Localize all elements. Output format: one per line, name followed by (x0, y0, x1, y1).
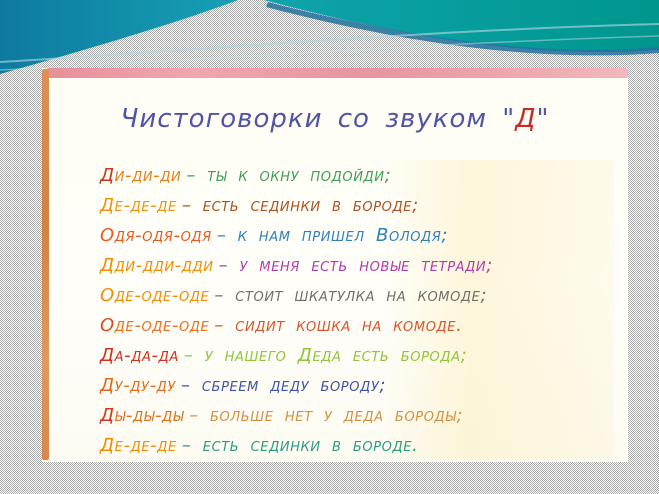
line-prefix: ы-ды-ды (114, 404, 185, 426)
line-body: – стоит шкатулка на комоде; (214, 284, 488, 306)
line-prefix: дя-одя-одя (114, 224, 212, 246)
tongue-twister-line-8 (100, 370, 614, 400)
title-letter-d: Д (515, 104, 537, 134)
line-body: – есть сединки в бороде; (181, 194, 419, 216)
line-initial: Д (100, 434, 115, 456)
line-initial: Д (100, 374, 115, 396)
line-prefix: е-де-де (114, 194, 177, 216)
tongue-twister-line-5 (100, 280, 614, 310)
line-prefix: де-оде-оде (114, 314, 210, 336)
tongue-twister-line-3 (100, 220, 614, 250)
title-text: Чистоговорки со звуком (120, 104, 487, 134)
tongue-twister-line-7 (100, 340, 614, 370)
tongue-twister-line-9 (100, 400, 614, 430)
pink-crayon-border (47, 68, 628, 78)
line-initial: О (100, 224, 115, 246)
line-prefix: и-ди-ди (114, 164, 182, 186)
tongue-twister-list (100, 160, 614, 460)
line-prefix: у-ду-ду (114, 374, 176, 396)
line-body: – к нам пришел Володя; (216, 224, 449, 246)
line-body: – сидит кошка на комоде. (214, 314, 463, 336)
line-initial: О (100, 314, 115, 336)
line-initial: Д (100, 194, 115, 216)
line-body: – у меня есть новые тетради; (218, 254, 493, 276)
tongue-twister-line-6 (100, 310, 614, 340)
line-body: – у нашего Деда есть борода; (183, 344, 468, 366)
line-initial: Д (100, 404, 115, 426)
line-prefix: де-оде-оде (114, 284, 210, 306)
line-body: – больше нет у деда бороды; (189, 404, 464, 426)
tongue-twister-line-1 (100, 160, 614, 190)
line-initial: Д (100, 344, 115, 366)
tongue-twister-line-2 (100, 190, 614, 220)
title-close-quote: " (536, 104, 550, 134)
line-prefix: ди-дди-дди (114, 254, 214, 276)
line-body: – есть сединки в бороде. (181, 434, 419, 456)
line-body: – сбреем деду бороду; (180, 374, 387, 396)
title-open-quote: " (502, 104, 516, 134)
tongue-twister-line-4 (100, 250, 614, 280)
tongue-twister-line-10 (100, 430, 614, 460)
notebook-page-photo (42, 68, 628, 462)
line-prefix: а-да-да (114, 344, 179, 366)
line-body: – ты к окну подойди; (186, 164, 392, 186)
page-title (42, 104, 628, 134)
line-initial: О (100, 284, 115, 306)
line-prefix: е-де-де (114, 434, 177, 456)
line-initial: Д (100, 254, 115, 276)
line-initial: Д (100, 164, 115, 186)
